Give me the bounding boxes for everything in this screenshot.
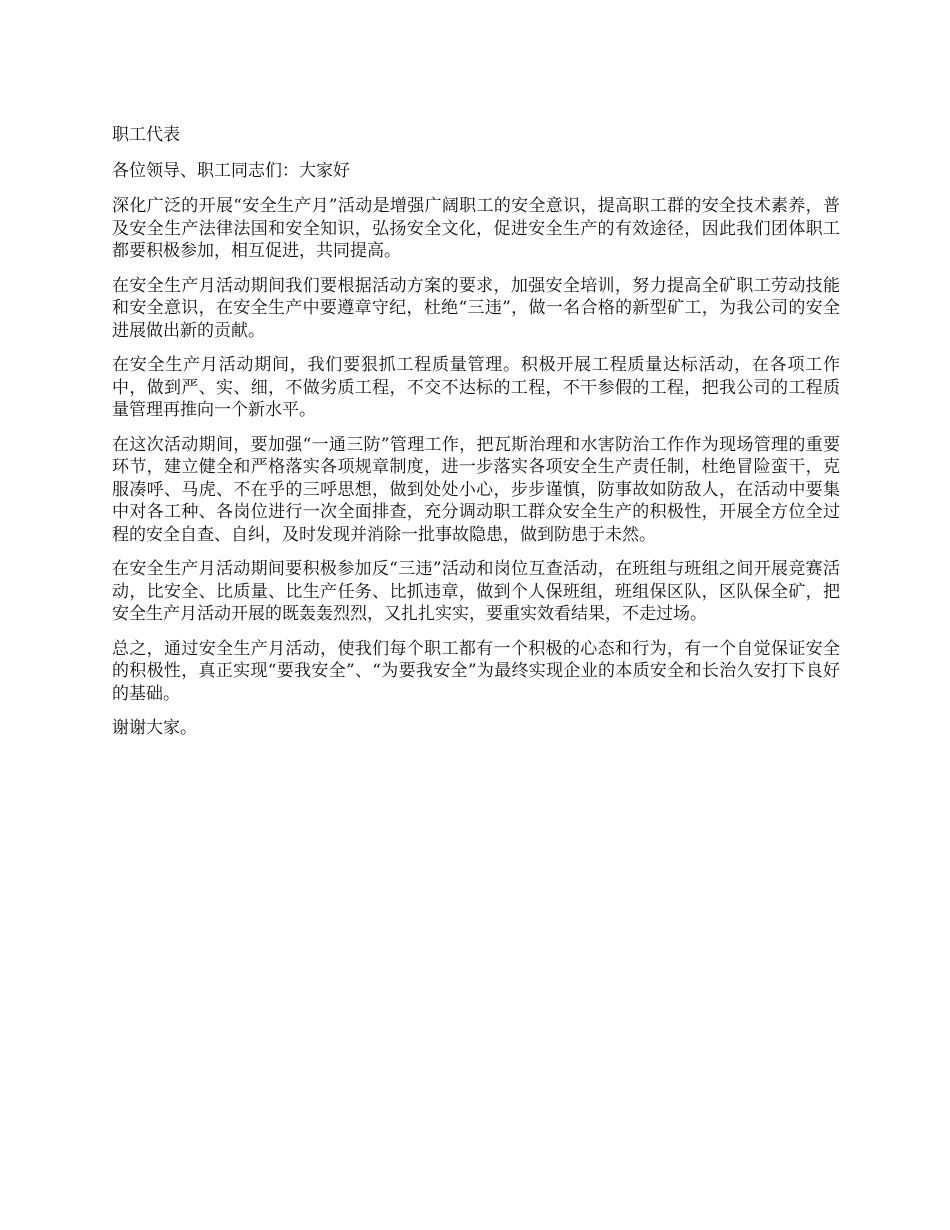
document-title: 职工代表 bbox=[112, 125, 180, 145]
body-paragraph: 在安全生产月活动期间要积极参加反“三违”活动和岗位互查活动，在班组与班组之间开展竞赛活动，比安全、比质量、比生产任务、比抓违章，做到个人保班组，班组保区队，区队保全矿，把安全生产月活动开展的既轰轰烈烈，又扎扎实实，要重实效看结果，不走过场。 bbox=[112, 559, 840, 624]
body-paragraph: 在安全生产月活动期间，我们要狠抓工程质量管理。积极开展工程质量达标活动，在各项工作中，做到严、实、细，不做劣质工程，不交不达标的工程，不干参假的工程，把我公司的工程质量管理再推向一个新水平。 bbox=[112, 355, 840, 420]
document-body bbox=[112, 124, 840, 752]
closing-line: 谢谢大家。 bbox=[112, 718, 197, 738]
greeting-line: 各位领导、职工同志们：大家好 bbox=[112, 160, 350, 181]
body-paragraph: 在这次活动期间，要加强“一通三防”管理工作，把瓦斯治理和水害防治工作作为现场管理的重要环节，建立健全和严格落实各项规章制度，进一步落实各项安全生产责任制，杜绝冒险蛮干，克服凑呼、马虎、不在乎的三呼思想，做到处处小心，步步谨慎，防事故如防敌人，在活动中要集中对各工种、各岗位进行一次全面排查，充分调动职工群众安全生产的积极性，开展全方位全过程的安全自查、自纠，及时发现并消除一批事故隐患，做到防患于未然。 bbox=[112, 434, 840, 545]
body-paragraph: 总之，通过安全生产月活动，使我们每个职工都有一个积极的心态和行为，有一个自觉保证安全的积极性，真正实现“要我安全”、“为要我安全”为最终实现企业的本质安全和长治久安打下良好的基础。 bbox=[112, 638, 840, 704]
body-paragraph: 深化广泛的开展“安全生产月”活动是增强广阔职工的安全意识，提高职工群的安全技术素养，普及安全生产法律法国和安全知识，弘扬安全文化，促进安全生产的有效途径，因此我们团体职工都要积极参加，相互促进，共同提高。 bbox=[112, 196, 840, 261]
body-paragraph: 在安全生产月活动期间我们要根据活动方案的要求，加强安全培训，努力提高全矿职工劳动技能和安全意识，在安全生产中要遵章守纪，杜绝“三违”，做一名合格的新型矿工，为我公司的安全进展做出新的贡献。 bbox=[112, 275, 840, 341]
